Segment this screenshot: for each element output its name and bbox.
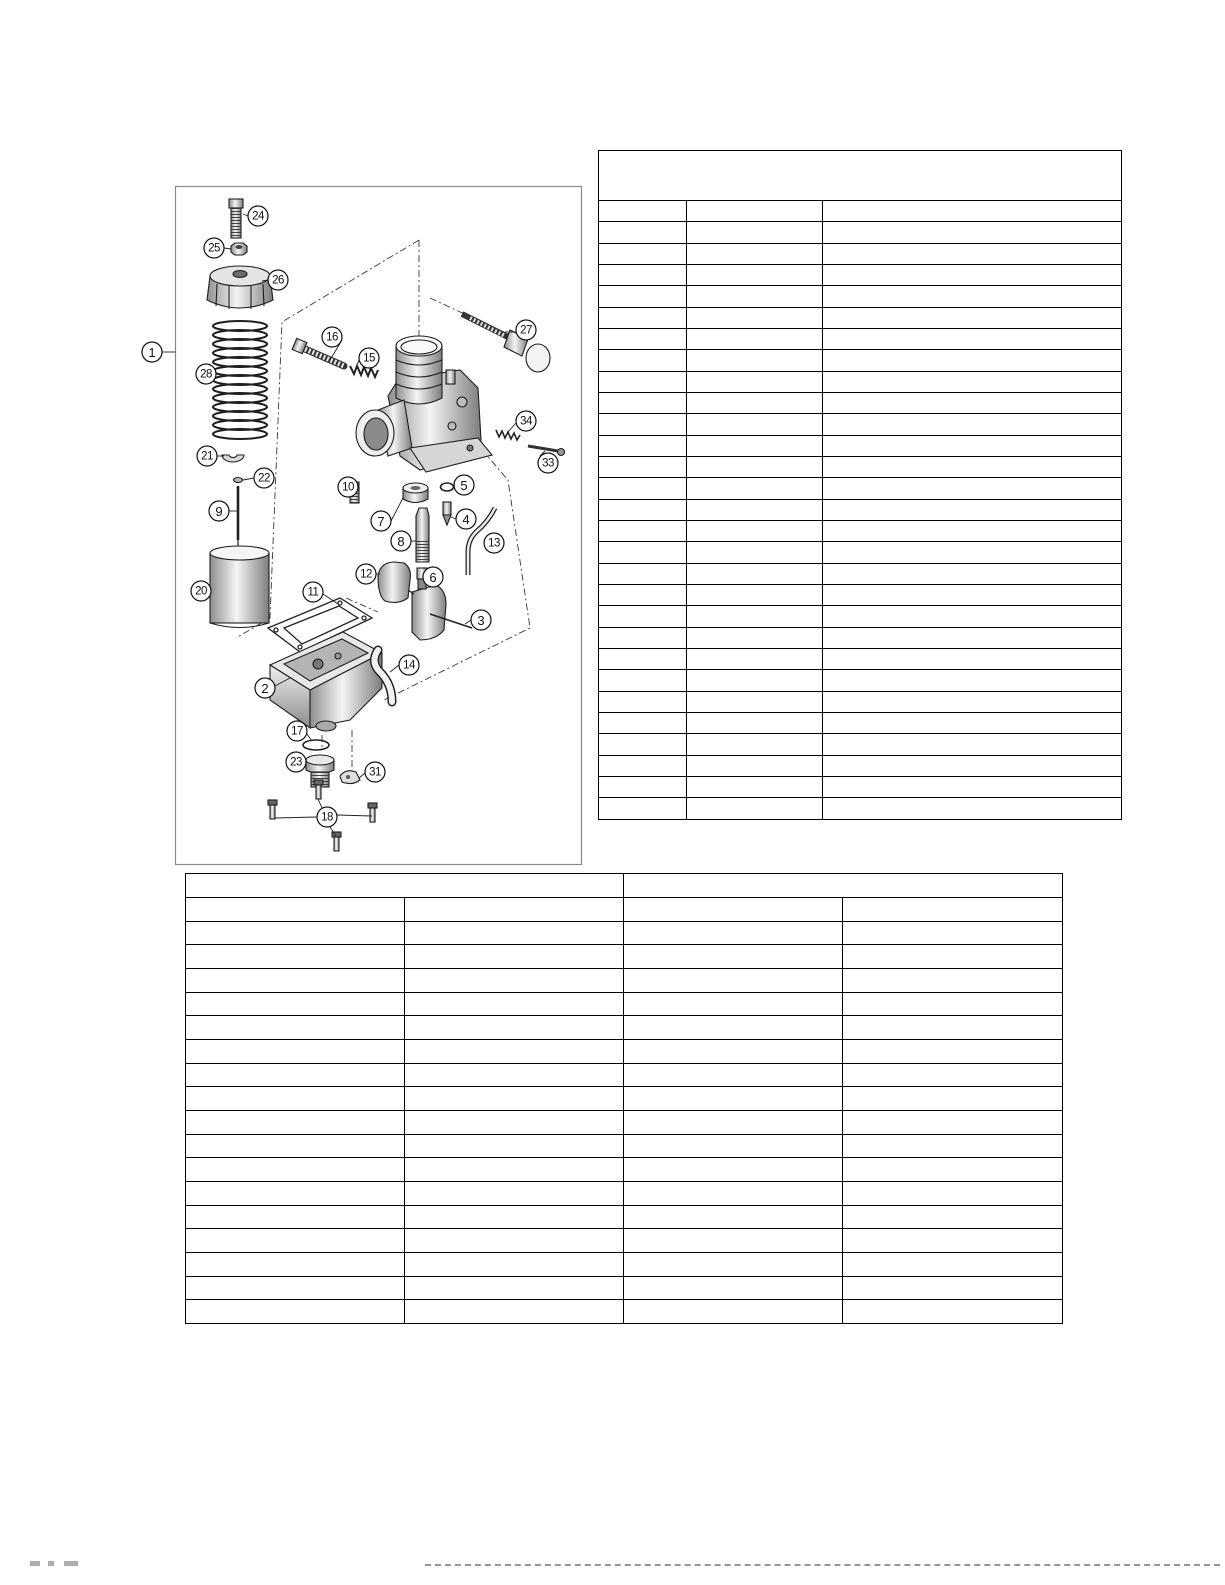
parts-table-cell	[823, 414, 1122, 435]
spec-table	[185, 873, 1063, 1324]
callout-2	[255, 678, 275, 698]
spec-table-cell	[186, 945, 405, 969]
part-2-float-bowl-icon	[270, 632, 382, 731]
spec-table-cell	[186, 992, 405, 1016]
spec-table-cell	[624, 1087, 843, 1111]
callout-16-label: 16	[326, 331, 338, 344]
parts-table-row	[599, 648, 1122, 669]
parts-table-cell	[687, 201, 823, 222]
spec-table-cell	[624, 921, 843, 945]
parts-table-cell	[599, 584, 687, 605]
spec-table-cell	[843, 1229, 1063, 1253]
spec-table-cell	[843, 1276, 1063, 1300]
spec-table-cell	[186, 1016, 405, 1040]
parts-table-cell	[823, 691, 1122, 712]
callout-5	[454, 475, 474, 495]
parts-table-row	[599, 563, 1122, 584]
parts-table-cell	[599, 222, 687, 243]
spec-table-cell	[624, 898, 843, 922]
parts-table-cell	[823, 286, 1122, 307]
parts-table-row	[599, 478, 1122, 499]
callout-10-label: 10	[342, 481, 354, 494]
callout-34	[516, 411, 536, 431]
parts-table-cell	[823, 243, 1122, 264]
parts-table-cell	[687, 712, 823, 733]
parts-table-cell	[687, 392, 823, 413]
spec-table-cell	[405, 992, 624, 1016]
spec-table-cell	[405, 1063, 624, 1087]
parts-table-cell	[599, 201, 687, 222]
spec-table-cell	[405, 1300, 624, 1324]
spec-table-cell	[843, 1300, 1063, 1324]
parts-table-row	[599, 584, 1122, 605]
callout-23-label: 23	[290, 756, 302, 769]
callout-7-label: 7	[377, 514, 385, 529]
spec-table-cell	[405, 1134, 624, 1158]
parts-table-cell	[687, 776, 823, 797]
spec-table-cell	[186, 1158, 405, 1182]
spec-table-cell	[843, 1063, 1063, 1087]
parts-table-cell	[687, 734, 823, 755]
parts-table-row	[599, 734, 1122, 755]
parts-table-row	[599, 286, 1122, 307]
callout-31	[365, 762, 385, 782]
spec-table-cell	[186, 1229, 405, 1253]
parts-table-cell	[687, 499, 823, 520]
spec-table-body	[186, 898, 1063, 1324]
parts-table-cell	[599, 307, 687, 328]
parts-table-cell	[687, 542, 823, 563]
spec-table-header-right	[624, 874, 1063, 898]
callout-1	[142, 342, 162, 362]
spec-table-cell	[624, 1016, 843, 1040]
callout-21-label: 21	[201, 450, 213, 463]
part-22-ring-icon	[234, 478, 243, 483]
parts-table-cell	[823, 201, 1122, 222]
part-4-needle-valve-icon	[443, 502, 451, 525]
parts-table-cell	[823, 670, 1122, 691]
callout-14-label: 14	[403, 659, 415, 672]
spec-table-row	[186, 1110, 1063, 1134]
part-5-oring-icon	[441, 483, 454, 491]
spec-table-cell	[186, 1181, 405, 1205]
part-26-icon	[207, 266, 273, 309]
parts-table-row	[599, 201, 1122, 222]
parts-table-row	[599, 776, 1122, 797]
spec-table-row	[186, 1252, 1063, 1276]
spec-table-row	[186, 945, 1063, 969]
parts-table-row	[599, 691, 1122, 712]
spec-table-cell	[624, 945, 843, 969]
spec-table-cell	[843, 1181, 1063, 1205]
spec-table-row	[186, 898, 1063, 922]
parts-table-cell	[823, 478, 1122, 499]
parts-table-cell	[687, 222, 823, 243]
spec-table-cell	[186, 921, 405, 945]
callout-24	[248, 206, 268, 226]
spec-table-cell	[186, 1205, 405, 1229]
parts-table-cell	[599, 755, 687, 776]
callout-6-label: 6	[429, 570, 437, 585]
parts-table-cell	[599, 776, 687, 797]
spec-table-cell	[186, 1276, 405, 1300]
callout-34-label: 34	[520, 415, 532, 428]
parts-table-cell	[599, 627, 687, 648]
spec-table-cell	[843, 1134, 1063, 1158]
spec-table-cell	[843, 1205, 1063, 1229]
parts-table-body	[599, 201, 1122, 820]
spec-table-cell	[624, 1134, 843, 1158]
callout-21	[197, 446, 217, 466]
parts-table-cell	[599, 264, 687, 285]
spec-table-cell	[624, 1229, 843, 1253]
scan-mark	[30, 1561, 40, 1566]
parts-table-row	[599, 371, 1122, 392]
parts-table-row	[599, 755, 1122, 776]
spec-table-row	[186, 1134, 1063, 1158]
callout-25-label: 25	[208, 242, 220, 255]
spec-table-row	[186, 968, 1063, 992]
spec-table-row	[186, 1087, 1063, 1111]
parts-table-cell	[823, 264, 1122, 285]
spec-table-header-row	[186, 874, 1063, 898]
parts-table-cell	[687, 414, 823, 435]
callout-8	[391, 531, 411, 551]
parts-table-cell	[599, 435, 687, 456]
parts-table-row	[599, 414, 1122, 435]
parts-table-cell	[687, 606, 823, 627]
spec-table-cell	[405, 898, 624, 922]
spec-table-cell	[843, 1110, 1063, 1134]
parts-table-row	[599, 798, 1122, 819]
parts-table-row	[599, 264, 1122, 285]
spec-table-cell	[186, 1252, 405, 1276]
parts-table-cell	[687, 584, 823, 605]
parts-table-cell	[599, 478, 687, 499]
parts-table-cell	[687, 435, 823, 456]
parts-table-cell	[599, 243, 687, 264]
spec-table-cell	[186, 1087, 405, 1111]
parts-table-cell	[823, 776, 1122, 797]
spec-table-cell	[624, 1252, 843, 1276]
spec-table-cell	[624, 1039, 843, 1063]
spec-table-cell	[186, 898, 405, 922]
spec-table-cell	[405, 1110, 624, 1134]
callout-10	[338, 477, 358, 497]
spec-table-cell	[843, 1158, 1063, 1182]
callout-1-label: 1	[148, 345, 156, 360]
parts-table-cell	[823, 627, 1122, 648]
parts-table-cell	[599, 414, 687, 435]
parts-table-cell	[687, 286, 823, 307]
callout-13-label: 13	[488, 537, 500, 550]
parts-table-cell	[823, 328, 1122, 349]
spec-table-cell	[624, 968, 843, 992]
callout-20-label: 20	[195, 585, 207, 598]
parts-table-cell	[599, 670, 687, 691]
spec-table-row	[186, 1300, 1063, 1324]
parts-table-cell	[599, 542, 687, 563]
scan-mark	[64, 1561, 78, 1566]
callout-14	[399, 655, 419, 675]
callout-16	[322, 327, 342, 347]
parts-table-cell	[823, 542, 1122, 563]
parts-table-row	[599, 499, 1122, 520]
spec-table-cell	[843, 898, 1063, 922]
parts-table-row	[599, 606, 1122, 627]
parts-table-cell	[599, 563, 687, 584]
parts-table-cell	[599, 712, 687, 733]
scan-mark	[48, 1561, 54, 1566]
part-24-icon	[229, 199, 243, 238]
spec-table-row	[186, 1039, 1063, 1063]
parts-table-cell	[599, 350, 687, 371]
callout-28	[196, 364, 216, 384]
parts-table-header-row	[599, 151, 1122, 201]
callout-12	[356, 564, 376, 584]
spec-table-cell	[405, 1276, 624, 1300]
spec-table-cell	[624, 1110, 843, 1134]
parts-table-cell	[823, 456, 1122, 477]
callout-18-label: 18	[321, 811, 333, 824]
parts-table-cell	[687, 627, 823, 648]
spec-table-cell	[624, 1276, 843, 1300]
callout-11-label: 11	[307, 586, 319, 599]
parts-table-header-cell	[599, 151, 1122, 201]
callout-3-label: 3	[477, 613, 485, 628]
spec-table-row	[186, 1205, 1063, 1229]
parts-list-table	[598, 150, 1122, 820]
callout-31-label: 31	[369, 766, 381, 779]
callout-23	[286, 752, 306, 772]
parts-table-cell	[599, 371, 687, 392]
parts-table-cell	[823, 435, 1122, 456]
spec-table-row	[186, 921, 1063, 945]
spec-table-row	[186, 1063, 1063, 1087]
parts-table-row	[599, 243, 1122, 264]
spec-table-cell	[624, 992, 843, 1016]
parts-table-row	[599, 350, 1122, 371]
parts-table-cell	[687, 371, 823, 392]
parts-table-cell	[687, 691, 823, 712]
parts-table-cell	[599, 691, 687, 712]
spec-table-cell	[843, 921, 1063, 945]
callout-27	[516, 320, 536, 340]
parts-table-cell	[823, 584, 1122, 605]
callout-4-label: 4	[462, 512, 470, 527]
callout-22	[254, 468, 274, 488]
callout-15-label: 15	[363, 352, 375, 365]
spec-table-row	[186, 1016, 1063, 1040]
spec-table-row	[186, 1276, 1063, 1300]
part-7-holder-icon	[403, 483, 428, 503]
callout-9-label: 9	[215, 504, 223, 519]
spec-table-cell	[405, 921, 624, 945]
parts-table-row	[599, 307, 1122, 328]
parts-table-cell	[823, 798, 1122, 819]
callout-7	[371, 511, 391, 531]
spec-table-cell	[843, 1252, 1063, 1276]
spec-table-cell	[405, 968, 624, 992]
spec-table-cell	[186, 968, 405, 992]
callout-9	[209, 501, 229, 521]
spec-table-cell	[624, 1063, 843, 1087]
callout-24-label: 24	[252, 210, 264, 223]
parts-table-cell	[823, 648, 1122, 669]
callout-26	[268, 270, 288, 290]
callout-27-label: 27	[520, 324, 532, 337]
spec-table-cell	[405, 1039, 624, 1063]
parts-table-cell	[823, 734, 1122, 755]
parts-table-cell	[823, 499, 1122, 520]
callout-5-label: 5	[460, 478, 468, 493]
spec-table-cell	[405, 1087, 624, 1111]
callout-26-label: 26	[272, 274, 284, 287]
part-28-spring-icon	[213, 321, 267, 439]
callout-12-label: 12	[360, 568, 372, 581]
spec-table-cell	[624, 1158, 843, 1182]
callout-17-label: 17	[291, 725, 303, 738]
parts-table-cell	[599, 392, 687, 413]
spec-table-cell	[843, 1087, 1063, 1111]
parts-table-cell	[823, 712, 1122, 733]
spec-table-cell	[405, 1229, 624, 1253]
spec-table-cell	[843, 992, 1063, 1016]
callout-28-label: 28	[200, 368, 212, 381]
spec-table-row	[186, 1181, 1063, 1205]
spec-table-cell	[843, 968, 1063, 992]
parts-table-row	[599, 542, 1122, 563]
spec-table-cell	[624, 1205, 843, 1229]
spec-table-row	[186, 992, 1063, 1016]
parts-table-cell	[687, 328, 823, 349]
callout-17	[287, 721, 307, 741]
callout-33-label: 33	[542, 457, 554, 470]
parts-table-cell	[687, 670, 823, 691]
spec-table-cell	[843, 1016, 1063, 1040]
spec-table-cell	[405, 1016, 624, 1040]
spec-table-cell	[186, 1300, 405, 1324]
part-8-needle-jet-icon	[416, 508, 429, 562]
parts-table-cell	[687, 563, 823, 584]
parts-table-cell	[687, 755, 823, 776]
spec-table-cell	[405, 1181, 624, 1205]
parts-table-row	[599, 670, 1122, 691]
parts-table-cell	[687, 350, 823, 371]
parts-table-cell	[687, 478, 823, 499]
callout-20	[191, 581, 211, 601]
part-20-slide-icon	[210, 546, 269, 628]
callout-13	[484, 533, 504, 553]
callout-6	[423, 567, 443, 587]
parts-table-row	[599, 435, 1122, 456]
spec-table-cell	[405, 1205, 624, 1229]
spec-table-cell	[186, 1063, 405, 1087]
parts-table-cell	[687, 456, 823, 477]
spec-table-row	[186, 1158, 1063, 1182]
callout-33	[538, 453, 558, 473]
part-17-oring-icon	[303, 740, 329, 750]
callout-15	[359, 348, 379, 368]
part-21-clip-icon	[222, 455, 244, 462]
parts-table-cell	[823, 563, 1122, 584]
parts-table-cell	[599, 734, 687, 755]
spec-table-cell	[186, 1110, 405, 1134]
parts-table-row	[599, 627, 1122, 648]
parts-table-cell	[599, 798, 687, 819]
callout-25	[204, 238, 224, 258]
parts-table-cell	[687, 520, 823, 541]
callout-8-label: 8	[397, 534, 405, 549]
parts-table-cell	[823, 350, 1122, 371]
parts-table-cell	[823, 606, 1122, 627]
parts-table-cell	[599, 456, 687, 477]
spec-table-cell	[405, 1252, 624, 1276]
callout-2-label: 2	[261, 681, 269, 696]
parts-table-cell	[599, 499, 687, 520]
parts-table-row	[599, 328, 1122, 349]
parts-table-cell	[687, 243, 823, 264]
parts-table-cell	[687, 798, 823, 819]
parts-table-cell	[687, 264, 823, 285]
parts-table-cell	[599, 286, 687, 307]
parts-table-cell	[823, 307, 1122, 328]
callout-3	[471, 610, 491, 630]
parts-table-cell	[823, 520, 1122, 541]
callout-18	[317, 807, 337, 827]
callout-22-label: 22	[258, 472, 270, 485]
parts-table-cell	[599, 606, 687, 627]
parts-table-cell	[687, 307, 823, 328]
scan-edge-artifact	[425, 1564, 1220, 1566]
parts-table-cell	[823, 392, 1122, 413]
spec-table-cell	[843, 945, 1063, 969]
part-15-spring-icon	[350, 366, 378, 377]
parts-table-cell	[823, 222, 1122, 243]
spec-table-cell	[624, 1181, 843, 1205]
callout-11	[303, 582, 323, 602]
part-31-clip-icon	[340, 771, 360, 784]
parts-table-cell	[599, 648, 687, 669]
carburetor-exploded-diagram	[130, 180, 590, 880]
parts-table-cell	[823, 371, 1122, 392]
parts-table-row	[599, 456, 1122, 477]
spec-table-cell	[624, 1300, 843, 1324]
parts-table-row	[599, 222, 1122, 243]
parts-table-cell	[599, 328, 687, 349]
parts-table-row	[599, 520, 1122, 541]
spec-table-header-left	[186, 874, 624, 898]
parts-table-cell	[823, 755, 1122, 776]
callout-4	[456, 509, 476, 529]
parts-table-cell	[599, 520, 687, 541]
part-27-choke-icon	[462, 314, 550, 372]
spec-table-cell	[405, 945, 624, 969]
parts-table-cell	[687, 648, 823, 669]
part-25-icon	[231, 243, 247, 255]
spec-table-row	[186, 1229, 1063, 1253]
spec-table-cell	[405, 1158, 624, 1182]
spec-table-cell	[186, 1134, 405, 1158]
parts-table-row	[599, 392, 1122, 413]
spec-table-cell	[843, 1039, 1063, 1063]
parts-table-row	[599, 712, 1122, 733]
spec-table-cell	[186, 1039, 405, 1063]
